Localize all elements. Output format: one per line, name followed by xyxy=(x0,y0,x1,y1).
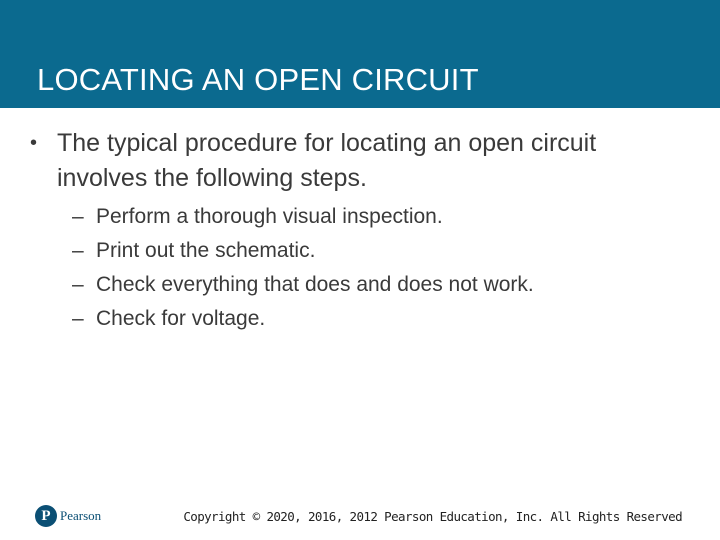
pearson-wordmark: Pearson xyxy=(60,508,102,523)
step-text: Check for voltage. xyxy=(96,307,266,330)
step-text: Perform a thorough visual inspection. xyxy=(96,205,443,228)
title-bar xyxy=(0,0,720,108)
dash-icon: – xyxy=(72,239,84,262)
step-text: Check everything that does and does not work. xyxy=(96,273,534,296)
step-text: Print out the schematic. xyxy=(96,239,316,262)
bullet-icon: • xyxy=(30,132,38,154)
dash-icon: – xyxy=(72,205,84,228)
slide-title: LOCATING AN OPEN CIRCUIT xyxy=(37,62,479,97)
footer xyxy=(0,495,720,540)
pearson-p-logo-icon: P xyxy=(35,505,57,527)
pearson-logo xyxy=(35,505,101,527)
main-bullet xyxy=(30,126,690,196)
dash-icon: – xyxy=(72,273,84,296)
main-bullet-text: The typical procedure for locating an open circuit involves the following steps. xyxy=(57,129,597,192)
copyright-notice: Copyright © 2020, 2016, 2012 Pearson Education, Inc. All Rights Reserved xyxy=(183,509,682,524)
dash-icon: – xyxy=(72,307,84,330)
